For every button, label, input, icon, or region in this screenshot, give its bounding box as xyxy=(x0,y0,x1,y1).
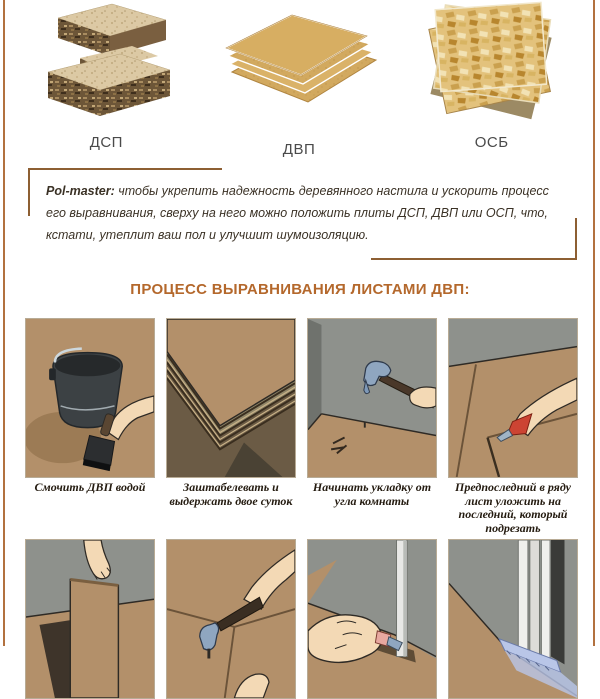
step-panel-cut-at-pipe xyxy=(307,539,437,699)
fiberboard-image xyxy=(220,0,378,133)
step-caption-3: Начинать укладку от угла комнаты xyxy=(312,480,432,508)
step-caption-4: Предпоследний в ряду лист уложить на последний, который подрезать xyxy=(455,480,571,535)
tip-body: чтобы укрепить надежность деревянного настила и ускорить процесс его выравнивания, сверху на него можно положить плиты ДСП, ДВП или ОСП, что, кстати, утеплит ваш пол и улучшит шумоизоляцию. xyxy=(46,184,549,242)
osb-image xyxy=(417,0,567,126)
step-panel-place-sheet xyxy=(25,539,155,699)
page-border-right xyxy=(593,0,595,646)
tip-box xyxy=(28,168,577,260)
step-panel-nail-floor xyxy=(166,539,296,699)
step-caption-2: Заштабелевать и выдержать двое суток xyxy=(169,480,293,508)
step-panel-wet-dvp xyxy=(25,318,155,478)
step-caption-1: Смочить ДВП водой xyxy=(34,480,146,494)
product-label-osb: ОСБ xyxy=(474,134,509,151)
page-border-left xyxy=(3,0,5,646)
product-osb xyxy=(395,0,588,158)
tip-brand: Pol-master: xyxy=(46,184,115,198)
step-panel-hammer-corner xyxy=(307,318,437,478)
step-panel-cut-sheet xyxy=(448,318,578,478)
product-dvp xyxy=(203,0,396,158)
step-panel-door-frame xyxy=(448,539,578,699)
tip-text xyxy=(46,180,549,246)
chipboard-image xyxy=(40,0,172,126)
step-panel-stack-sheets xyxy=(166,318,296,478)
section-heading: ПРОЦЕСС ВЫРАВНИВАНИЯ ЛИСТАМИ ДВП: xyxy=(130,281,470,298)
product-row xyxy=(10,0,588,158)
product-label-dvp: ДВП xyxy=(282,141,316,158)
steps-grid xyxy=(25,318,578,699)
product-dsp xyxy=(10,0,203,158)
product-label-dsp: ДСП xyxy=(89,134,123,151)
